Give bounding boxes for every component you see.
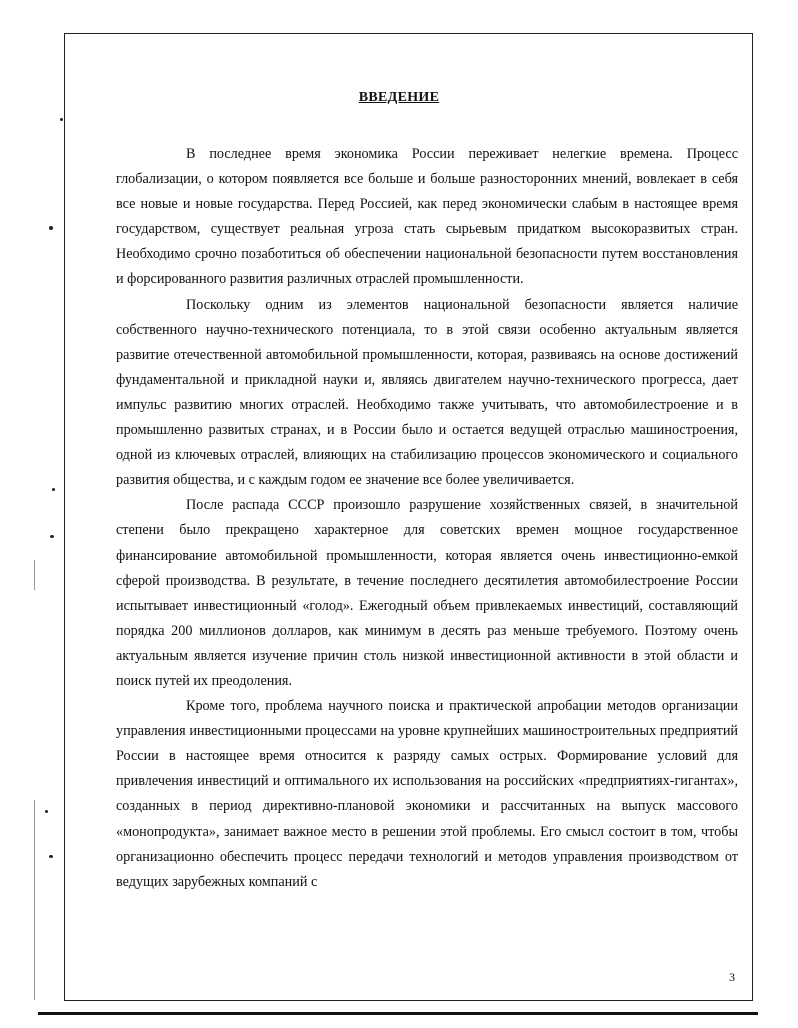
paragraph: В последнее время экономика России переживает нелегкие времена. Процесс глобализации, о котором появляется все больше и больше разносторонних мнений, вовлекает в себя все новые и новые государства. Перед Россией, как перед экономически слабым в настоящее время государством, существует реальная угроза стать сырьевым придатком высокоразвитых стран. Необходимо срочно позаботиться об обеспечении национальной безопасности путем восстановления и форсированного развития различных отраслей промышленности.	[116, 146, 738, 288]
scan-speck	[52, 488, 55, 491]
scan-margin-line	[34, 800, 35, 1000]
scan-speck	[60, 118, 63, 121]
scan-speck	[50, 535, 54, 538]
paragraph: Поскольку одним из элементов национальной безопасности является наличие собственного научно-технического потенциала, то в этой связи особенно актуальным является развитие отечественной автомобильной промышленности, которая, развиваясь на основе достижений фундаментальной и прикладной науки и, являясь двигателем научно-технического прогресса, дает импульс развитию многих отраслей. Необходимо также учитывать, что автомобилестроение и в промышленно развитых странах, и в России было и остается ведущей отраслью машиностроения, одной из ключевых отраслей, влияющих на стабилизацию процессов экономического и социального развития общества, и с каждым годом ее значение все более увеличивается.	[116, 296, 738, 489]
scan-margin-line	[34, 560, 35, 590]
scan-bottom-edge	[38, 1012, 758, 1015]
scan-speck	[45, 810, 48, 813]
document-title: ВВЕДЕНИЕ	[358, 90, 440, 105]
paragraph: После распада СССР произошло разрушение хозяйственных связей, в значительной степени было прекращено характерное для советских времен мощное государственное финансирование автомобильной промышленности, которая является очень инвестиционно-емкой сферой производства. В результате, в течение последнего десятилетия автомобилестроение России испытывает инвестиционный «голод». Ежегодный объем привлекаемых инвестиций, составляющий порядка 200 миллионов долларов, как минимум в десять раз меньше требуемого. Поэтому очень актуальным является изучение причин столь низкой инвестиционной активности в этой области и поиск путей их преодоления.	[116, 497, 738, 689]
scan-margin-marks	[0, 0, 60, 1028]
scan-speck	[49, 226, 53, 230]
paragraph: Кроме того, проблема научного поиска и практической апробации методов организации управления инвестиционными процессами на уровне крупнейших машиностроительных предприятий России в настоящее время относится к разряду самых острых. Формирование условий для привлечения инвестиций и оптимального их использования на российских «предприятиях-гигантах», созданных в период директивно-плановой экономики и рассчитанных на выпуск массового «монопродукта», занимает важное место в решении этой проблемы. Его смысл состоит в том, чтобы организационно обеспечить процесс передачи технологий и методов управления производством от ведущих зарубежных компаний с	[116, 698, 738, 890]
document-body	[116, 142, 738, 895]
page-number: 3	[729, 970, 735, 984]
scan-speck	[49, 855, 53, 858]
